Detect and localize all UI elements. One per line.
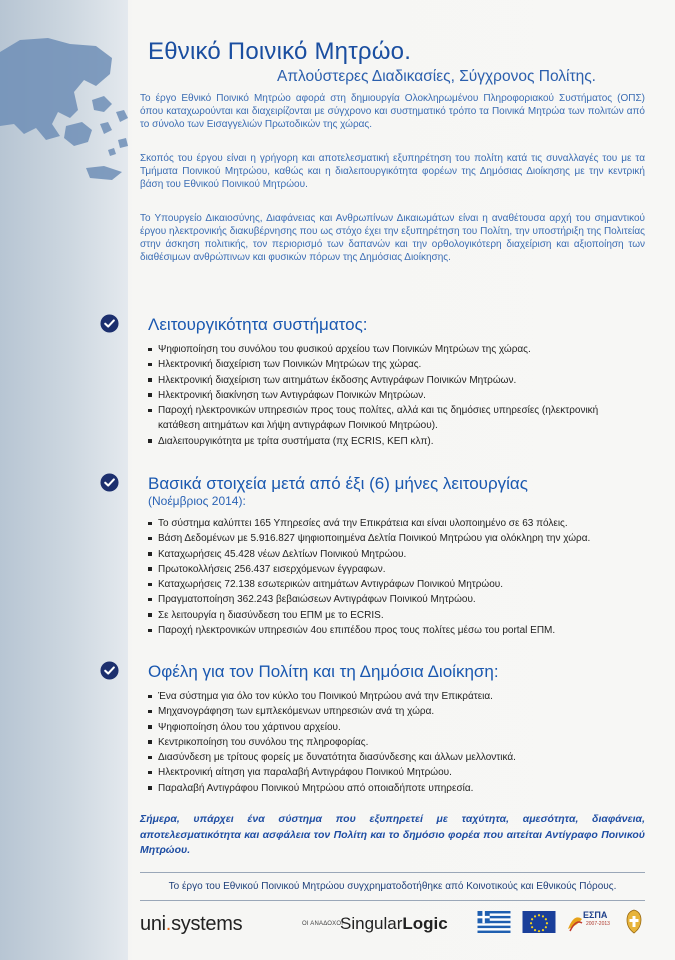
eu-flag-icon: [522, 911, 556, 933]
greece-map-icon: [0, 0, 135, 200]
list-item: Ηλεκτρονική διακίνηση των Αντιγράφων Ποινικών Μητρώων.: [148, 388, 628, 403]
check-circle-icon: [100, 661, 119, 680]
key-figures-list: [148, 516, 628, 638]
check-circle-icon: [100, 473, 119, 492]
section-subtitle-date: (Νοέμβριος 2014):: [148, 494, 246, 508]
divider: [140, 900, 645, 901]
list-item: Διαλειτουργικότητα με τρίτα συστήματα (πχ ECRIS, ΚΕΠ κλπ).: [148, 434, 628, 449]
list-item: Κεντρικοποίηση του συνόλου της πληροφορίας.: [148, 735, 628, 750]
unisystems-logo-part: systems: [171, 913, 243, 935]
intro-paragraph-3: Το Υπουργείο Δικαιοσύνης, Διαφάνειας και Ανθρωπίνων Δικαιωμάτων είναι η αναθέτουσα αρχή του σημαντικού έργου ηλεκτρονικής διακυβέρνησης που ως στόχο έχει την εξυπηρέτηση του Πολίτη, την υποστήριξη της Πολιτείας στην άσκηση πολιτικής, τον περιορισμό των δαπανών και την ορθολογικότερη διαχείριση και αξιοποίηση των διαθέσιμων ανθρώπινων και φυσικών πόρων της Δημόσιας Διοίκησης.: [140, 213, 645, 263]
funding-note: Το έργο του Εθνικού Ποινικού Μητρώου συγχρηματοδοτήθηκε από Κοινοτικούς και Εθνικούς Πόρους.: [168, 881, 617, 892]
list-item: Ηλεκτρονική διαχείριση των αιτημάτων έκδοσης Αντιγράφων Ποινικών Μητρώων.: [148, 373, 628, 388]
list-item: Ψηφιοποίηση του συνόλου του φυσικού αρχείου των Ποινικών Μητρώων της χώρας.: [148, 342, 628, 357]
list-item: Ηλεκτρονική αίτηση για παραλαβή Αντιγράφου Ποινικού Μητρώου.: [148, 765, 628, 780]
divider: [140, 872, 645, 873]
benefits-list: [148, 689, 628, 796]
singularlogic-logo: [340, 914, 448, 934]
list-item: Καταχωρήσεις 45.428 νέων Δελτίων Ποινικού Μητρώου.: [148, 547, 628, 562]
functionality-list: [148, 342, 628, 449]
list-item: Πραγματοποίηση 362.243 βεβαιώσεων Αντιγράφων Ποινικού Μητρώου.: [148, 592, 628, 607]
list-item: Παροχή ηλεκτρονικών υπηρεσιών 4ου επιπέδου προς τους πολίτες μέσω του portal ΕΠΜ.: [148, 623, 628, 638]
section-title-functionality: Λειτουργικότητα συστήματος:: [148, 315, 368, 334]
section-title-benefits: Οφέλη για τον Πολίτη και τη Δημόσια Διοίκηση:: [148, 662, 499, 681]
check-circle-icon: [100, 314, 119, 333]
unisystems-logo: [140, 913, 242, 936]
list-item: Ηλεκτρονική διαχείριση των Ποινικών Μητρώων της χώρας.: [148, 357, 628, 372]
list-item: Ένα σύστημα για όλο τον κύκλο του Ποινικού Μητρώου ανά την Επικράτεια.: [148, 689, 628, 704]
list-item: Παροχή ηλεκτρονικών υπηρεσιών προς τους πολίτες, αλλά και τις δημόσιες υπηρεσίες (ηλεκτρονική κατάθεση αιτημάτων και λήψη αντιγράφων Ποινικού Μητρώου).: [148, 403, 628, 434]
unisystems-logo-part: uni: [140, 913, 166, 935]
espa-years: 2007-2013: [586, 921, 610, 927]
closing-statement: Σήμερα, υπάρχει ένα σύστημα που εξυπηρετεί με ταχύτητα, αμεσότητα, διαφάνεια, αποτελεσματικότητα και ασφάλεια τον Πολίτη και το δημόσιο φορέα που αιτείται Αντίγραφο Ποινικού Μητρώου.: [140, 813, 645, 856]
list-item: Ψηφιοποίηση όλου του χάρτινου αρχείου.: [148, 720, 628, 735]
greek-flag-icon: [477, 911, 511, 933]
page-title: Εθνικό Ποινικό Μητρώο.: [148, 38, 412, 65]
unisystems-logo-dot: .: [165, 913, 172, 935]
hellenic-republic-emblem-icon: [624, 909, 644, 935]
list-item: Μηχανογράφηση των εμπλεκόμενων υπηρεσιών ανά τη χώρα.: [148, 704, 628, 719]
singularlogic-logo-part: Logic: [402, 914, 448, 933]
intro-paragraph-1: Το έργο Εθνικό Ποινικό Μητρώο αφορά στη δημιουργία Ολοκληρωμένου Πληροφοριακού Συστήματος (ΟΠΣ) όπου καταχωρούνται και διαχειρίζονται με σύγχρονο και συστηματικό τρόπο τα Ποινικά Μητρώα των πολιτών από το σύνολο των Εισαγγελιών Πρωτοδικών της χώρας.: [140, 93, 645, 130]
contractors-label: ΟΙ ΑΝΑΔΟΧΟΙ: [302, 921, 344, 927]
singularlogic-logo-part: Singular: [340, 914, 403, 933]
list-item: Διασύνδεση με τρίτους φορείς με δυνατότητα διασύνδεσης και άλλων μελλοντικά.: [148, 750, 628, 765]
espa-label: ΕΣΠΑ: [583, 910, 608, 920]
intro-paragraph-2: Σκοπός του έργου είναι η γρήγορη και αποτελεσματική εξυπηρέτηση του πολίτη κατά τις συναλλαγές του με τα Τμήματα Ποινικού Μητρώου, καθώς και η διαλειτουργικότητα φορέων της Δημόσιας Διοίκησης με την κεντρική βάση του Εθνικού Ποινικού Μητρώου.: [140, 153, 645, 190]
page-subtitle: Απλούστερες Διαδικασίες, Σύγχρονος Πολίτης.: [276, 68, 596, 85]
list-item: Καταχωρήσεις 72.138 εσωτερικών αιτημάτων Αντιγράφων Ποινικού Μητρώου.: [148, 577, 628, 592]
list-item: Βάση Δεδομένων με 5.916.827 ψηφιοποιημένα Δελτία Ποινικού Μητρώου για ολόκληρη την χώρα.: [148, 531, 628, 546]
list-item: Παραλαβή Αντιγράφου Ποινικού Μητρώου από οποιαδήποτε υπηρεσία.: [148, 781, 628, 796]
section-title-key-figures: Βασικά στοιχεία μετά από έξι (6) μήνες λειτουργίας: [148, 474, 528, 493]
list-item: Πρωτοκολλήσεις 256.437 εισερχόμενων έγγραφων.: [148, 562, 628, 577]
list-item: Το σύστημα καλύπτει 165 Υπηρεσίες ανά την Επικράτεια και είναι υλοποιημένο σε 63 πόλεις.: [148, 516, 628, 531]
list-item: Σε λειτουργία η διασύνδεση του ΕΠΜ με το ECRIS.: [148, 608, 628, 623]
